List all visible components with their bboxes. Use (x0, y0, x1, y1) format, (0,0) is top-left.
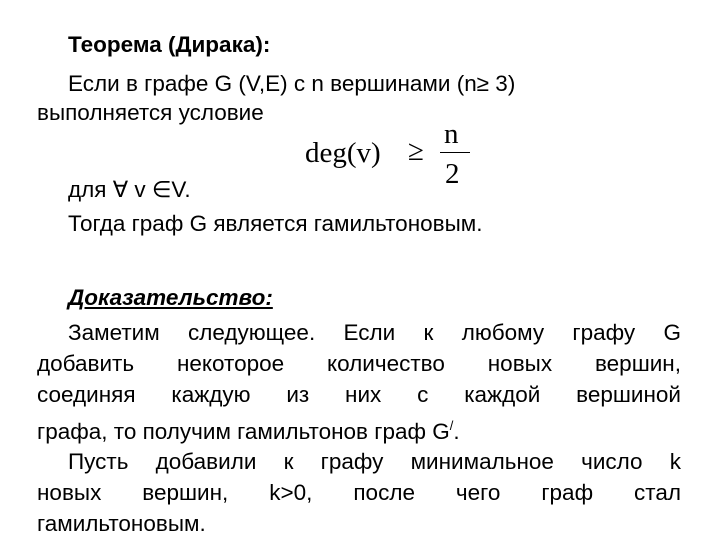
proof-p2-line-3: гамильтоновым. (37, 511, 206, 536)
theorem-conclusion: Тогда граф G является гамильтоновым. (68, 211, 483, 236)
theorem-statement-line-2: выполняется условие (37, 100, 264, 125)
prime-mark: / (449, 418, 454, 433)
theorem-statement-line-1: Если в графе G (V,E) с n вершинами (n≥ 3) (68, 71, 516, 96)
proof-p1-line-4 (37, 411, 681, 444)
proof-p1-line-1: Заметим следующее. Если к любому графу G (68, 320, 681, 345)
formula-numerator: n (444, 118, 459, 150)
formula-denominator: 2 (445, 158, 460, 190)
theorem-title: Теорема (Дирака): (68, 32, 271, 57)
proof-p1-line-4-text: графа, то получим гамильтонов граф G (37, 419, 450, 444)
proof-p1-line-4-end: . (453, 419, 460, 444)
formula-lhs: deg(v) (305, 137, 381, 169)
proof-heading: Доказательство: (68, 285, 273, 310)
fraction-bar (440, 152, 470, 153)
proof-p1-line-2: добавить некоторое количество новых вершин, (37, 351, 681, 376)
proof-p2-line-1: Пусть добавили к графу минимальное число k (68, 449, 681, 474)
proof-p2-line-2: новых вершин, k>0, после чего граф стал (37, 480, 681, 505)
proof-p1-line-3: соединяя каждую из них с каждой вершиной (37, 382, 681, 407)
formula-relation: ≥ (408, 135, 424, 167)
theorem-statement-line-3: для ∀ v ∈V. (68, 177, 191, 202)
